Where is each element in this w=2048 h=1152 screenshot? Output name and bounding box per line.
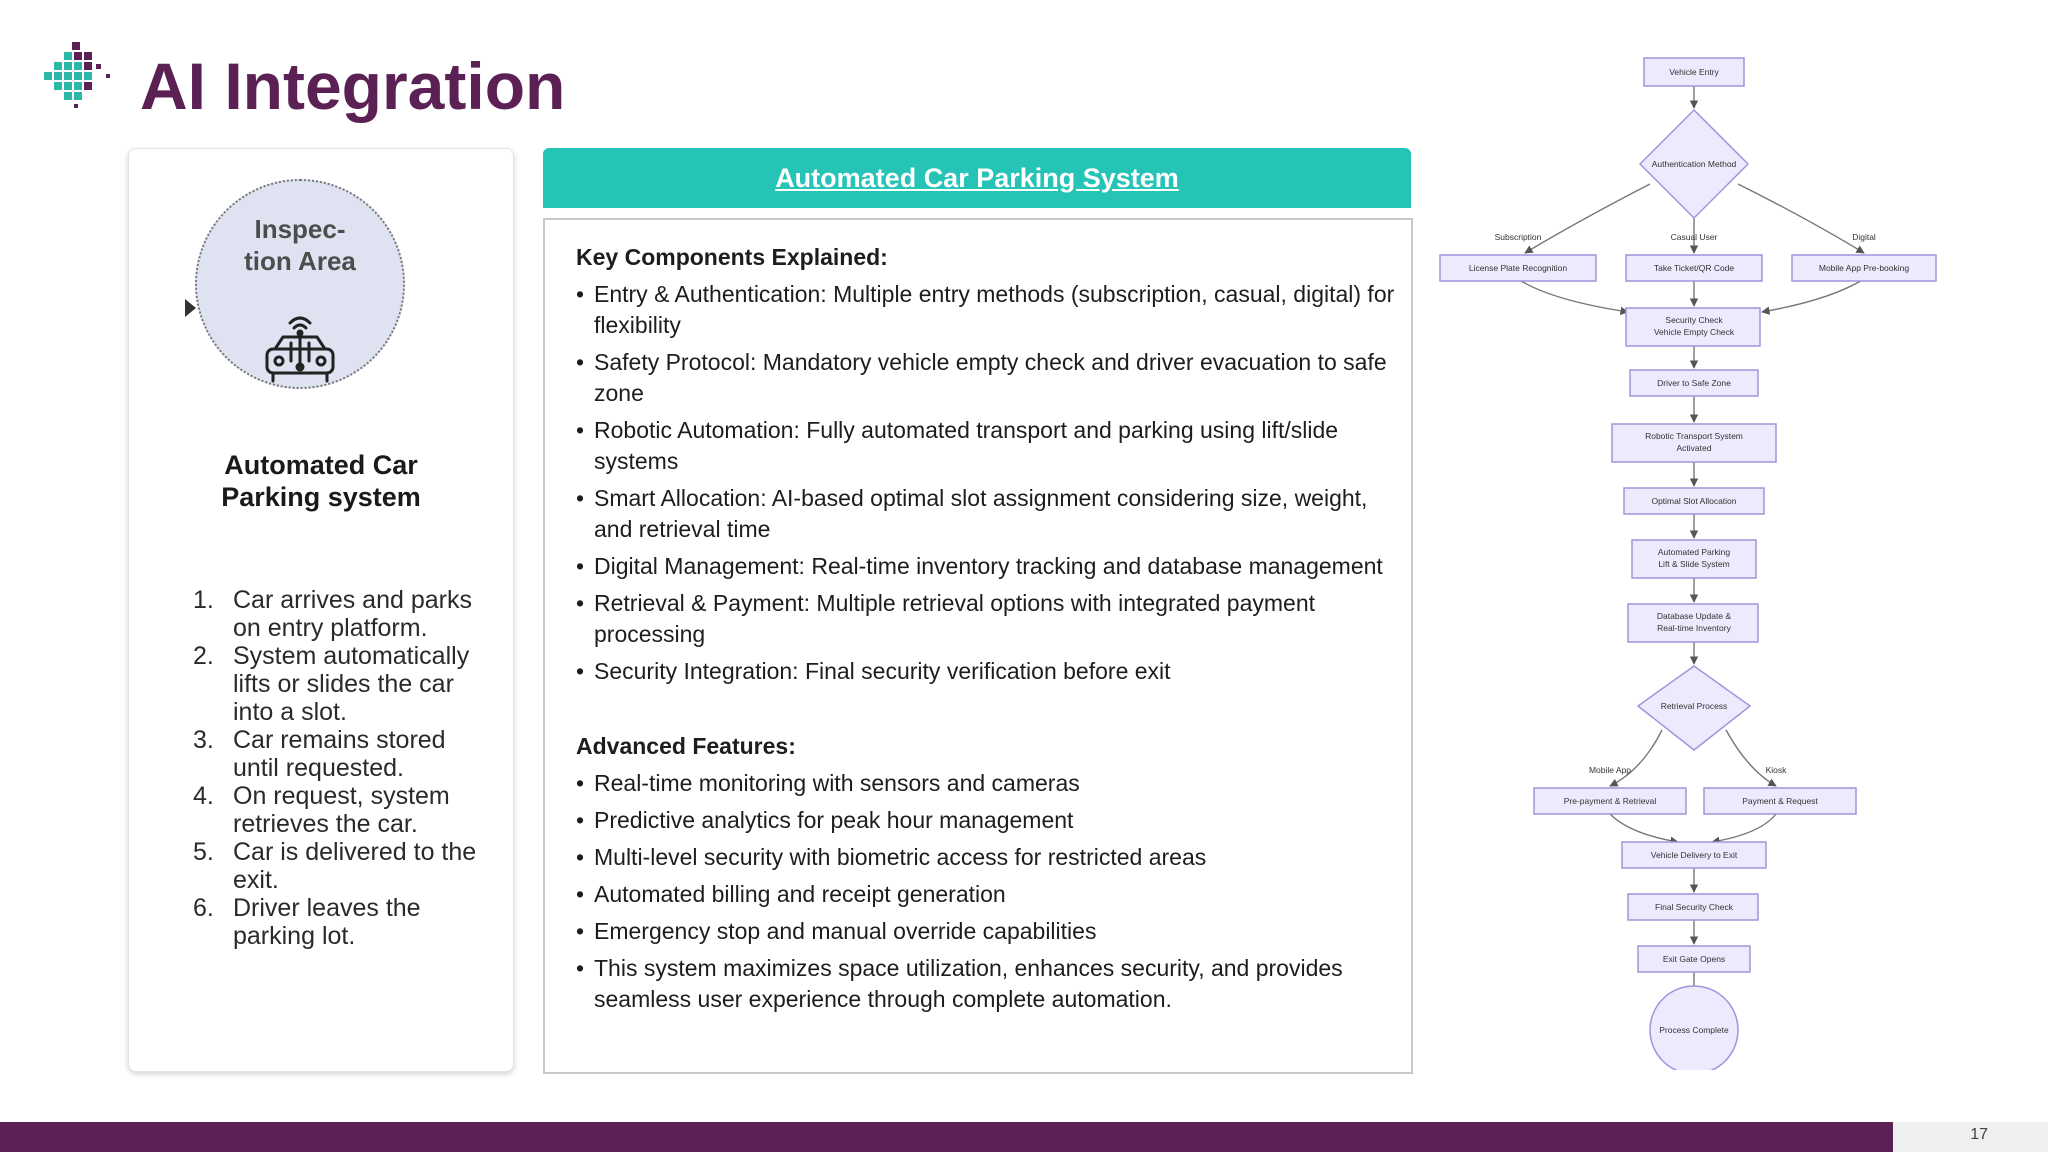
list-item: • Predictive analytics for peak hour management [576,805,1396,836]
node-robotic-transport: Robotic Transport System [1645,431,1743,441]
advanced-features-list [576,768,1396,1015]
node-exit-gate: Exit Gate Opens [1662,954,1726,964]
list-item: • Entry & Authentication: Multiple entry methods (subscription, casual, digital) for flexibility [576,279,1396,341]
node-automated-parking: Automated Parking [1657,547,1731,557]
company-logo [42,42,126,122]
node-robotic-transport-sub: Activated [1676,443,1712,453]
node-final-security: Final Security Check [1655,902,1733,912]
node-process-complete: Process Complete [1659,1025,1729,1035]
list-item: • Real-time monitoring with sensors and cameras [576,768,1396,799]
footer-bar [0,1122,1893,1152]
node-database-update: Database Update & [1656,611,1732,621]
list-item: 2. System automatically lifts or slides the car into a slot. [193,642,470,726]
node-driver-safe-zone: Driver to Safe Zone [1657,378,1731,388]
node-vehicle-entry: Vehicle Entry [1669,67,1719,77]
list-item: 3. Car remains stored until requested. [193,726,446,782]
node-retrieval-process: Retrieval Process [1660,701,1728,711]
pointer-arrow-icon [185,299,196,317]
system-header-bar [543,148,1411,208]
node-license-plate: License Plate Recognition [1468,263,1568,273]
node-security-check: Security Check [1665,315,1723,325]
edge-label-casual: Casual User [1670,232,1718,242]
node-security-check-sub: Vehicle Empty Check [1653,327,1735,337]
list-item: • Multi-level security with biometric access for restricted areas [576,842,1396,873]
footer-page-area [1893,1122,2048,1152]
inspection-card [128,148,514,1072]
page-number: 17 [1970,1126,1988,1143]
node-mobile-prebooking: Mobile App Pre-booking [1818,263,1910,273]
list-item: • Smart Allocation: AI-based optimal slot assignment considering size, weight, and retrieval time [576,483,1396,545]
list-item: • Security Integration: Final security verification before exit [576,656,1396,687]
edge-label-kiosk: Kiosk [1765,765,1787,775]
node-database-update-sub: Real-time Inventory [1657,623,1731,633]
description-box [543,218,1413,1074]
list-item: • Robotic Automation: Fully automated transport and parking using lift/slide systems [576,415,1396,477]
list-item: 6. Driver leaves the parking lot. [193,894,421,950]
advanced-features-heading: Advanced Features: [576,733,796,759]
edge-label-mobile-app: Mobile App [1588,765,1632,775]
list-item: 5. Car is delivered to the exit. [193,838,477,894]
node-payment-request: Payment & Request [1742,796,1818,806]
key-components-list [576,279,1396,687]
page-title: AI Integration [140,49,566,123]
list-item: • Retrieval & Payment: Multiple retrieval options with integrated payment processing [576,588,1396,650]
node-authentication-method: Authentication Method [1651,159,1737,169]
key-components-heading: Key Components Explained: [576,244,888,270]
node-prepayment: Pre-payment & Retrieval [1563,796,1657,806]
edge-label-digital: Digital [1852,232,1876,242]
edge-label-subscription: Subscription [1494,232,1542,242]
system-header-link[interactable]: Automated Car Parking System [775,162,1179,193]
parking-flowchart [1430,50,1950,1070]
list-item: 1. Car arrives and parks on entry platform. [193,586,472,642]
card-title: Automated Car Parking system [221,450,421,512]
list-item: • Automated billing and receipt generation [576,879,1396,910]
list-item: • Safety Protocol: Mandatory vehicle empty check and driver evacuation to safe zone [576,347,1396,409]
node-automated-parking-sub: Lift & Slide System [1658,559,1730,569]
node-vehicle-delivery: Vehicle Delivery to Exit [1650,850,1738,860]
node-optimal-slot: Optimal Slot Allocation [1651,496,1737,506]
list-item: • This system maximizes space utilization, enhances security, and provides seamless user experience through complete automation. [576,953,1396,1015]
inspection-area-label: Inspec- tion Area [244,214,356,276]
list-item: 4. On request, system retrieves the car. [193,782,450,838]
list-item: • Emergency stop and manual override capabilities [576,916,1396,947]
list-item: • Digital Management: Real-time inventory tracking and database management [576,551,1396,582]
connected-car-icon [259,309,341,385]
steps-list [193,586,493,950]
inspection-area-circle [195,179,405,389]
node-take-ticket: Take Ticket/QR Code [1653,263,1735,273]
